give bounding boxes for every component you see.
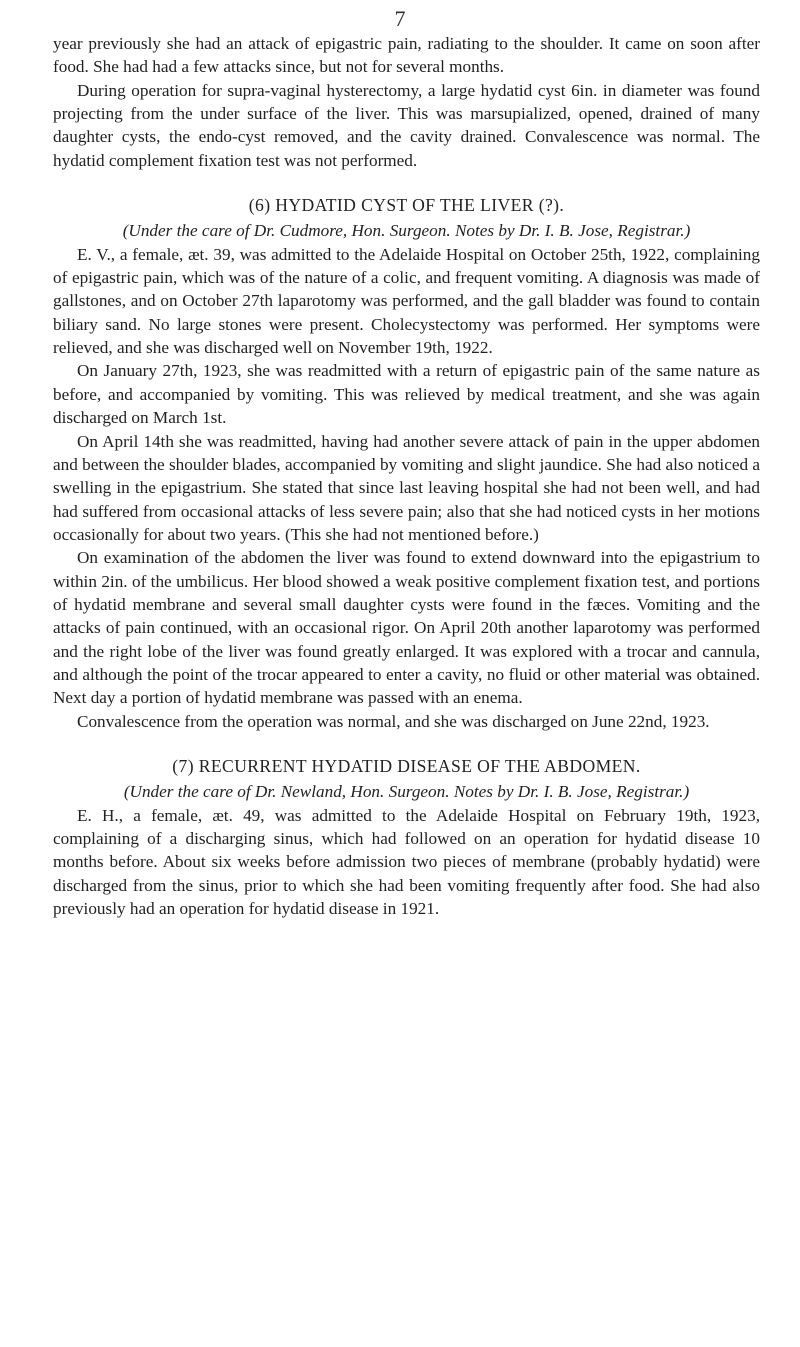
case-7-byline: (Under the care of Dr. Newland, Hon. Surgeon. Notes by Dr. I. B. Jose, Registrar.)	[123, 782, 690, 802]
case-6-paragraph-3: On April 14th she was readmitted, having had another severe attack of pain in the upper abdomen and between the shoulder blades, accompanied by vomiting and slight jaundice. She had also noticed a swelling in the epigastrium. She stated that since last leaving hospital she had not been well, and had had suffered from occasional attacks of less severe pain; also that she had noticed cysts in her motions occasionally for about two years. (This she had not mentioned before.)	[53, 431, 760, 544]
intro-paragraph-1: year previously she had an attack of epigastric pain, radiating to the shoulder. It came on soon after food. She had had a few attacks since, but not for several months.	[53, 34, 760, 77]
case-6-paragraph-4: On examination of the abdomen the liver was found to extend downward into the epigastrium to within 2in. of the umbilicus. Her blood showed a weak positive complement fixation test, and portions of hydatid membrane and several small daughter cysts were found in the fæces. Vomiting and the attacks of pain continued, with an occasional rigor. On April 20th another laparotomy was performed and the right lobe of the liver was found greatly enlarged. It was explored with a trocar and cannula, and although the point of the trocar appeared to enter a cavity, no fluid or other material was obtained. Next day a portion of hydatid membrane was passed with an enema.	[53, 548, 760, 708]
case-6-paragraph-2: On January 27th, 1923, she was readmitted with a return of epigastric pain of the same nature as before, and accompanied by vomiting. This was relieved by medical treatment, and she was again discharged on March 1st.	[53, 361, 760, 428]
case-7-paragraph-1: E. H., a female, æt. 49, was admitted to the Adelaide Hospital on February 19th, 1923, complaining of a discharging sinus, which had followed on an operation for hydatid disease 10 months before. About six weeks before admission two pieces of membrane (probably hydatid) were discharged from the sinus, prior to which she had been vomiting frequently after food. She had also previously had an operation for hydatid disease in 1921.	[53, 805, 760, 919]
case-7-heading: (7) RECURRENT HYDATID DISEASE OF THE ABDOMEN.	[172, 755, 641, 776]
case-6-heading: (6) HYDATID CYST OF THE LIVER (?).	[248, 195, 565, 216]
case-6-paragraph-1: E. V., a female, æt. 39, was admitted to the Adelaide Hospital on October 25th, 1922, complaining of epigastric pain, which was of the nature of a colic, and frequent vomiting. A diagnosis was made of gallstones, and on October 27th laparotomy was performed, and the gall bladder was found to contain biliary sand. No large stones were present. Cholecystectomy was performed. Her symptoms were relieved, and she was discharged well on November 19th, 1922.	[53, 244, 760, 358]
intro-paragraph-2: During operation for supra-vaginal hysterectomy, a large hydatid cyst 6in. in diameter was found projecting from the under surface of the liver. This was marsupialized, opened, drained of many daughter cysts, the endo-cyst removed, and the cavity drained. Convalescence was normal. The hydatid complement fixation test was not performed.	[53, 80, 760, 170]
case-6-byline: (Under the care of Dr. Cudmore, Hon. Surgeon. Notes by Dr. I. B. Jose, Registrar.)	[122, 221, 691, 241]
body-text	[53, 32, 760, 920]
page-number: 7	[394, 6, 406, 31]
case-6-paragraph-5: Convalescence from the operation was normal, and she was discharged on June 22nd, 1923.	[77, 711, 710, 731]
